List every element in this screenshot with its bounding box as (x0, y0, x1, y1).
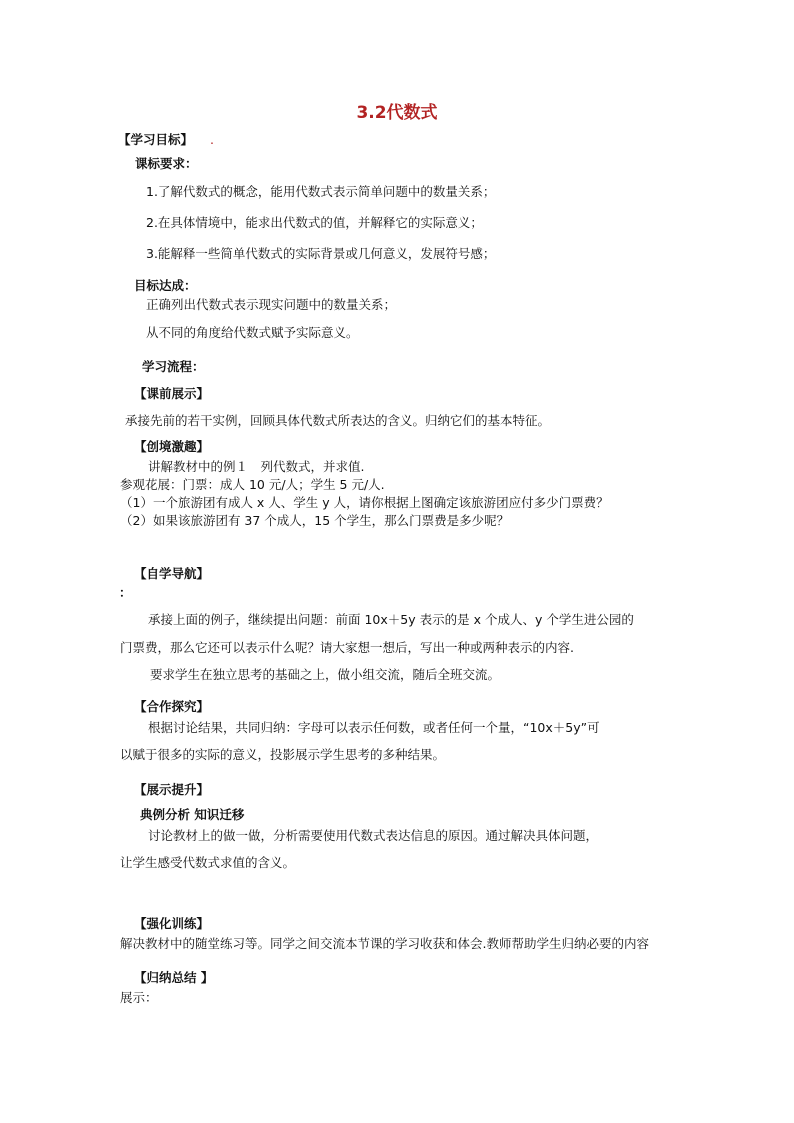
show-line-1: 讨论教材上的做一做，分析需要使用代数式表达信息的原因。通过解决具体问题， (148, 828, 599, 843)
scenario-line-1: 讲解教材中的例１ 列代数式，并求值. (148, 459, 365, 474)
standard-item-3: 3.能解释一些简单代数式的实际背景或几何意义，发展符号感； (146, 246, 496, 261)
summary-text: 展示： (120, 990, 158, 1005)
train-text: 解决教材中的随堂练习等。同学之间交流本节课的学习收获和体会.教师帮助学生归纳必要的内容 (120, 936, 649, 951)
heading-show: 【展示提升】 (134, 782, 210, 797)
selfstudy-line-1: 承接上面的例子，继续提出问题：前面 10x＋5y 表示的是 x 个成人、y 个学生进公园的 (148, 612, 634, 627)
preview-text: 承接先前的若干实例，回顾具体代数式所表达的含义。归纳它们的基本特征。 (125, 413, 551, 428)
achieve-item-2: 从不同的角度给代数式赋予实际意义。 (146, 325, 359, 340)
flow-title: 学习流程： (142, 359, 205, 374)
achieve-title: 目标达成： (134, 278, 197, 293)
selfstudy-line-2: 门票费，那么它还可以表示什么呢？请大家想一想后，写出一种或两种表示的内容. (120, 640, 574, 655)
heading-preview: 【课前展示】 (134, 386, 210, 401)
standard-item-2: 2.在具体情境中，能求出代数式的值，并解释它的实际意义； (146, 215, 483, 230)
stray-dot: . (210, 132, 214, 147)
show-line-2: 让学生感受代数式求值的含义。 (120, 855, 296, 870)
scenario-line-3: （1）一个旅游团有成人 x 人、学生 y 人，请你根据上图确定该旅游团应付多少门票费？ (120, 495, 609, 510)
heading-scenario: 【创境激趣】 (134, 439, 210, 454)
coop-line-1: 根据讨论结果，共同归纳：字母可以表示任何数，或者任何一个量，“10x＋5y”可 (148, 720, 600, 735)
scenario-line-4: （2）如果该旅游团有 37 个成人，15 个学生，那么门票费是多少呢？ (120, 513, 510, 528)
heading-train: 【强化训练】 (134, 916, 210, 931)
selfstudy-line-3: 要求学生在独立思考的基础之上，做小组交流，随后全班交流。 (150, 667, 501, 682)
heading-selfstudy: 【自学导航】 (134, 566, 210, 581)
page-title: 3.2代数式 (356, 103, 438, 123)
show-subtitle: 典例分析 知识迁移 (140, 807, 245, 822)
heading-learning-goals: 【学习目标】 (118, 132, 194, 147)
selfstudy-colon: ： (119, 585, 132, 600)
heading-summary: 【归纳总结 】 (134, 970, 214, 985)
achieve-item-1: 正确列出代数式表示现实问题中的数量关系； (146, 297, 397, 312)
heading-coop: 【合作探究】 (134, 699, 210, 714)
coop-line-2: 以赋于很多的实际的意义，投影展示学生思考的多种结果。 (120, 747, 446, 762)
scenario-line-2: 参观花展：门票：成人 10 元/人；学生 5 元/人. (120, 477, 385, 492)
standards-title: 课标要求： (135, 156, 198, 171)
standard-item-1: 1.了解代数式的概念，能用代数式表示简单问题中的数量关系； (146, 184, 496, 199)
